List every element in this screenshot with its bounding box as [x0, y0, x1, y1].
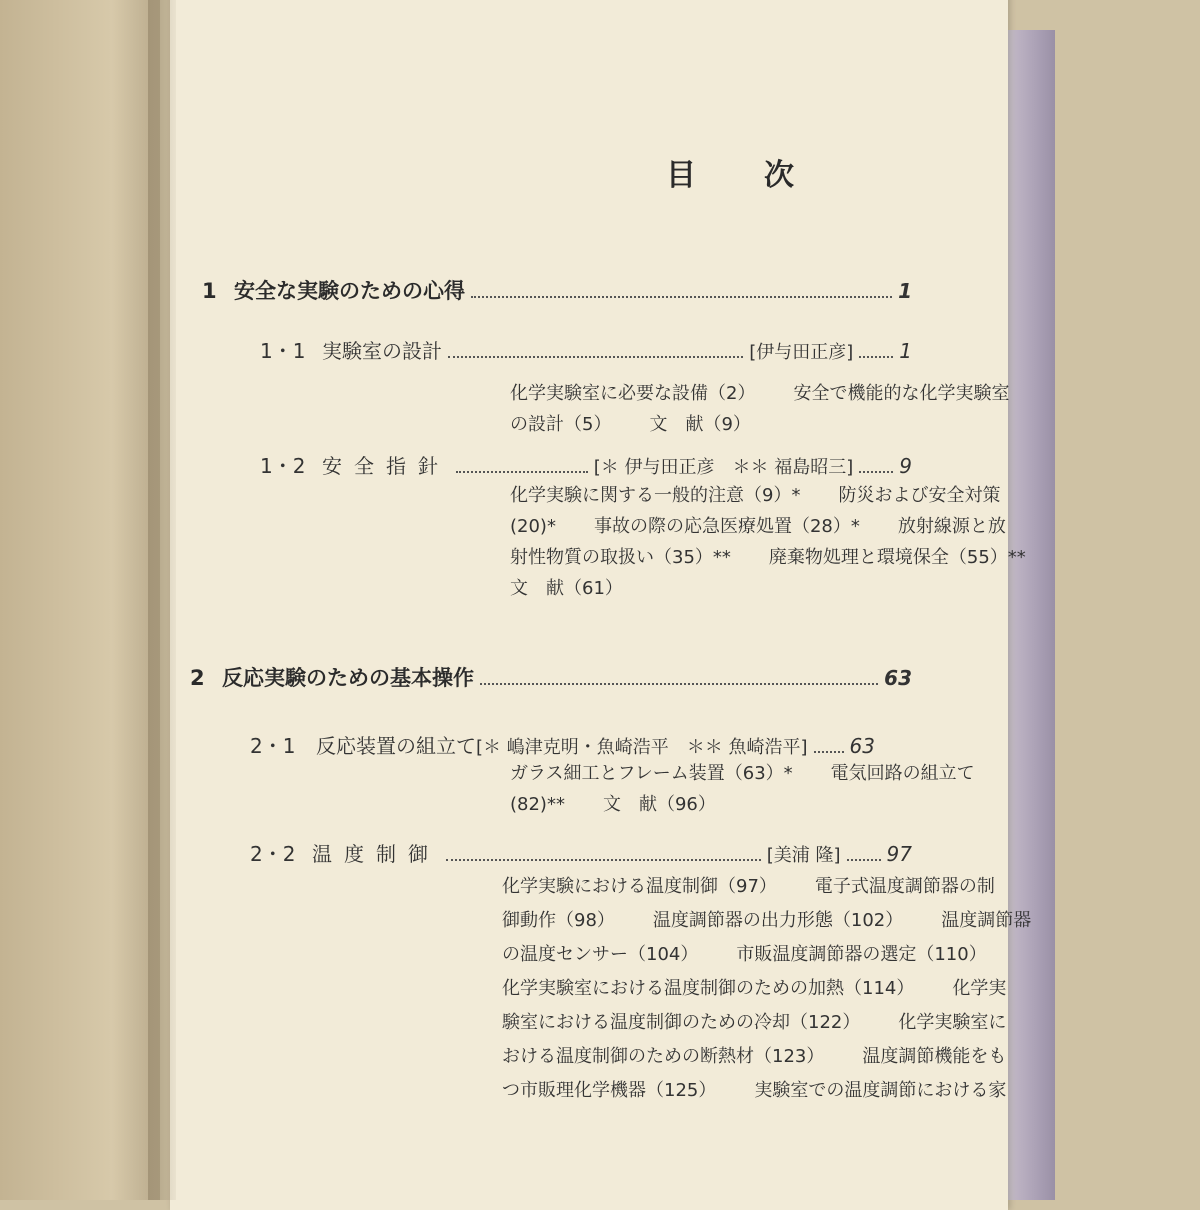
topic: 温度調節器: [941, 910, 1032, 931]
leader-dots: [859, 356, 893, 358]
topic: 化学実験における温度制御（97）: [502, 876, 777, 897]
topic: つ市販理化学機器（125）: [502, 1080, 717, 1101]
section-1-1-topics: [510, 378, 1055, 440]
topic-line: [502, 870, 1047, 904]
section-author: [＊ 伊与田正彦 ＊＊ 福島昭三]: [593, 457, 854, 478]
page-number: 9: [899, 454, 912, 478]
topic: 化学実験に関する一般的注意（9）*: [510, 485, 801, 506]
section-author: [伊与田正彦]: [749, 342, 854, 363]
topic-line: [502, 972, 1047, 1006]
topic: 温度調節器の出力形態（102）: [652, 910, 904, 931]
topic-line: [502, 1074, 1047, 1108]
chapter-title: 反応実験のための基本操作: [222, 666, 474, 690]
topic-line: [510, 542, 1055, 573]
page-number: 1: [898, 279, 912, 303]
page-number: 97: [886, 842, 912, 866]
topic: 化学実験室に: [898, 1012, 1007, 1033]
leader-dots: [456, 471, 588, 473]
topic-line: [502, 904, 1047, 938]
topic-line: [502, 938, 1047, 972]
topic: 防災および安全対策: [838, 485, 1001, 506]
leader-dots: [814, 751, 844, 753]
leader-dots: [448, 356, 743, 358]
topic-line: [510, 573, 1055, 604]
topic: 文 献（96）: [602, 794, 716, 815]
topic-line: [502, 1006, 1047, 1040]
leader-dots: [471, 296, 892, 298]
section-2-1-entry: [250, 730, 912, 759]
topic: 射性物質の取扱い（35）**: [510, 547, 731, 568]
section-2-2-entry: [250, 838, 912, 867]
topic: 廃棄物処理と環境保全（55）**: [768, 547, 1026, 568]
chapter-title: 安全な実験のための心得: [234, 279, 465, 303]
section-1-1-entry: [260, 335, 912, 364]
left-page: [0, 0, 160, 1200]
topic: 化学実: [952, 978, 1007, 999]
leader-dots: [859, 471, 893, 473]
topic-line: [510, 480, 1055, 511]
topic: 御動作（98）: [502, 910, 615, 931]
section-1-2-topics: [510, 480, 1055, 604]
section-title: 安全指針: [322, 454, 450, 478]
topic: 安全で機能的な化学実験室: [793, 383, 1010, 404]
section-author: [美浦 隆]: [766, 845, 841, 866]
page-number: 63: [884, 666, 912, 690]
topic: (82)**: [510, 794, 565, 815]
topic: の温度センサー（104）: [502, 944, 699, 965]
topic: おける温度制御のための断熱材（123）: [502, 1046, 825, 1067]
topic: 市販温度調節器の選定（110）: [736, 944, 987, 965]
chapter-number: 1: [202, 279, 217, 303]
topic: の設計（5）: [510, 414, 612, 435]
topic-line: [510, 789, 1055, 820]
section-number: 2・2: [250, 842, 296, 866]
section-number: 1・1: [260, 339, 306, 363]
topic: 電子式温度調節器の制: [814, 876, 995, 897]
topic: 文 献（9）: [649, 414, 751, 435]
title-char-2: 次: [764, 158, 796, 193]
section-title: 反応装置の組立て: [316, 734, 476, 758]
section-2-2-topics: [502, 870, 1047, 1108]
section-author: [＊ 嶋津克明・魚崎浩平 ＊＊ 魚崎浩平]: [476, 737, 808, 758]
chapter-number: 2: [190, 666, 205, 690]
leader-dots: [480, 683, 878, 685]
leader-dots: [446, 859, 761, 861]
topic: 化学実験室における温度制御のための加熱（114）: [502, 978, 915, 999]
section-title: 温度制御: [312, 842, 440, 866]
topic: 温度調節機能をも: [862, 1046, 1007, 1067]
leader-dots: [847, 859, 881, 861]
topic-line: [510, 758, 1055, 789]
toc-page: [170, 0, 1032, 1210]
topic-line: [510, 409, 1055, 440]
topic-line: [510, 511, 1055, 542]
page-title: [666, 150, 796, 194]
topic-line: [502, 1040, 1047, 1074]
topic: 文 献（61）: [510, 578, 623, 599]
page-number: 1: [899, 339, 912, 363]
page-gutter: [148, 0, 176, 1200]
topic: 化学実験室に必要な設備（2）: [510, 383, 756, 404]
chapter-2-entry: [190, 662, 912, 692]
topic: (20)*: [510, 516, 556, 537]
chapter-1-entry: [202, 275, 912, 305]
topic: 実験室での温度調節における家: [754, 1080, 1007, 1101]
page-number: 63: [849, 734, 875, 758]
section-number: 2・1: [250, 734, 296, 758]
topic-line: [510, 378, 1055, 409]
topic: 験室における温度制御のための冷却（122）: [502, 1012, 861, 1033]
section-1-2-entry: [260, 450, 912, 479]
topic: ガラス細工とフレーム装置（63）*: [510, 763, 793, 784]
title-char-1: 目: [666, 158, 698, 193]
topic: 事故の際の応急医療処置（28）*: [593, 516, 860, 537]
topic: 放射線源と放: [897, 516, 1006, 537]
topic: 電気回路の組立て: [830, 763, 975, 784]
section-title: 実験室の設計: [322, 339, 442, 363]
section-number: 1・2: [260, 454, 306, 478]
section-2-1-topics: [510, 758, 1055, 820]
